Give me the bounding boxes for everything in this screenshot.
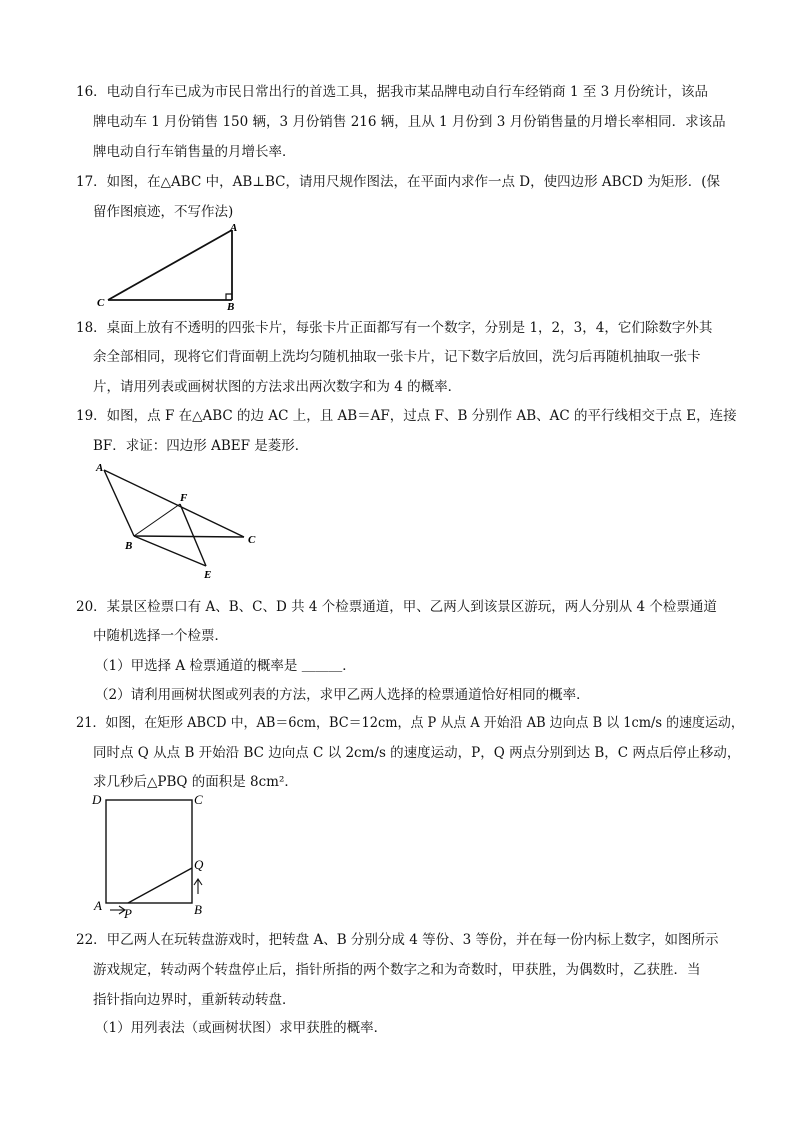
q17-line-2: 留作图痕迹，不写作法) xyxy=(93,204,234,220)
q21-label-p: P xyxy=(124,906,132,921)
q21-label-d: D xyxy=(92,792,102,807)
q18-line-1: 18．桌面上放有不透明的四张卡片，每张卡片正面都写有一个数字，分别是 1，2，3，4，它们除数字外其 xyxy=(76,320,713,336)
q19-line-1: 19．如图，点 F 在△ABC 的边 AC 上，且 AB＝AF，过点 F、B 分别作 AB、AC 的平行线相交于点 E，连接 xyxy=(76,408,737,424)
q16-line-2: 牌电动车 1 月份销售 150 辆，3 月份销售 216 辆，且从 1 月份到 3 月份销售量的月增长率相同．求该品 xyxy=(93,114,726,130)
q21-label-q: Q xyxy=(194,857,204,872)
q20-line-2: 中随机选择一个检票． xyxy=(93,628,228,644)
q20-line-1: 20．某景区检票口有 A、B、C、D 共 4 个检票通道，甲、乙两人到该景区游玩，两人分别从 4 个检票通道 xyxy=(76,599,717,615)
q21-label-a: A xyxy=(94,898,102,913)
q21-label-b: B xyxy=(194,902,202,917)
q21-rectangle-figure xyxy=(88,790,218,920)
q16-line-1: 16．电动自行车已成为市民日常出行的首选工具，据我市某品牌电动自行车经销商 1 至 3 月份统计，该品 xyxy=(76,84,709,100)
q19-rhombus-figure xyxy=(92,460,272,585)
q17-label-b: B xyxy=(227,301,235,313)
q17-line-1: 17．如图，在△ABC 中，AB⊥BC，请用尺规作图法，在平面内求作一点 D，使四边形 ABCD 为矩形．(保 xyxy=(76,174,721,190)
q21-line-2: 同时点 Q 从点 B 开始沿 BC 边向点 C 以 2cm/s 的速度运动，P，Q 两点分别到达 B，C 两点后停止移动， xyxy=(93,745,741,761)
q20-subquestion-1: （1）甲选择 A 检票通道的概率是 ＿＿＿． xyxy=(95,658,356,674)
q19-label-e: E xyxy=(204,569,212,581)
q18-line-2: 余全部相同，现将它们背面朝上洗均匀随机抽取一张卡片，记下数字后放回，洗匀后再随机抽取一张卡 xyxy=(93,349,701,365)
q19-line-2: BF．求证：四边形 ABEF 是菱形． xyxy=(93,438,309,454)
q18-line-3: 片，请用列表或画树状图的方法求出两次数字和为 4 的概率． xyxy=(93,379,462,395)
q21-rectangle-abcd xyxy=(106,800,192,903)
q20-subquestion-2: （2）请利用画树状图或列表的方法，求甲乙两人选择的检票通道恰好相同的概率． xyxy=(95,687,590,703)
q22-line-3: 指针指向边界时，重新转动转盘． xyxy=(93,992,296,1008)
q19-label-c: C xyxy=(248,534,256,546)
q16-line-3: 牌电动自行车销售量的月增长率． xyxy=(93,144,296,160)
q19-label-f: F xyxy=(180,492,188,504)
q21-line-1: 21．如图，在矩形 ABCD 中，AB＝6cm，BC＝12cm，点 P 从点 A 开始沿 AB 边向点 B 以 1cm/s 的速度运动， xyxy=(76,715,744,731)
q17-side-ca xyxy=(108,230,232,300)
q19-segment-ac xyxy=(104,470,244,537)
q17-label-a: A xyxy=(230,222,238,234)
q19-segment-ab xyxy=(104,470,134,536)
q21-segment-pq xyxy=(128,868,192,903)
q19-label-a: A xyxy=(96,462,104,474)
q22-subquestion-1: （1）用列表法（或画树状图）求甲获胜的概率． xyxy=(95,1020,388,1036)
q17-triangle-figure xyxy=(92,222,252,312)
q17-label-c: C xyxy=(97,297,105,309)
q22-line-2: 游戏规定，转动两个转盘停止后，指针所指的两个数字之和为奇数时，甲获胜，为偶数时，乙获胜．当 xyxy=(93,962,701,978)
q19-label-b: B xyxy=(125,540,133,552)
q21-label-c: C xyxy=(194,792,203,807)
q21-line-3: 求几秒后△PBQ 的面积是 8cm²． xyxy=(93,774,298,790)
q22-line-1: 22．甲乙两人在玩转盘游戏时，把转盘 A、B 分别分成 4 等份、3 等份，并在每一份内标上数字，如图所示 xyxy=(76,932,719,948)
q19-segment-bc xyxy=(134,536,244,537)
q19-segment-bf xyxy=(134,504,180,536)
